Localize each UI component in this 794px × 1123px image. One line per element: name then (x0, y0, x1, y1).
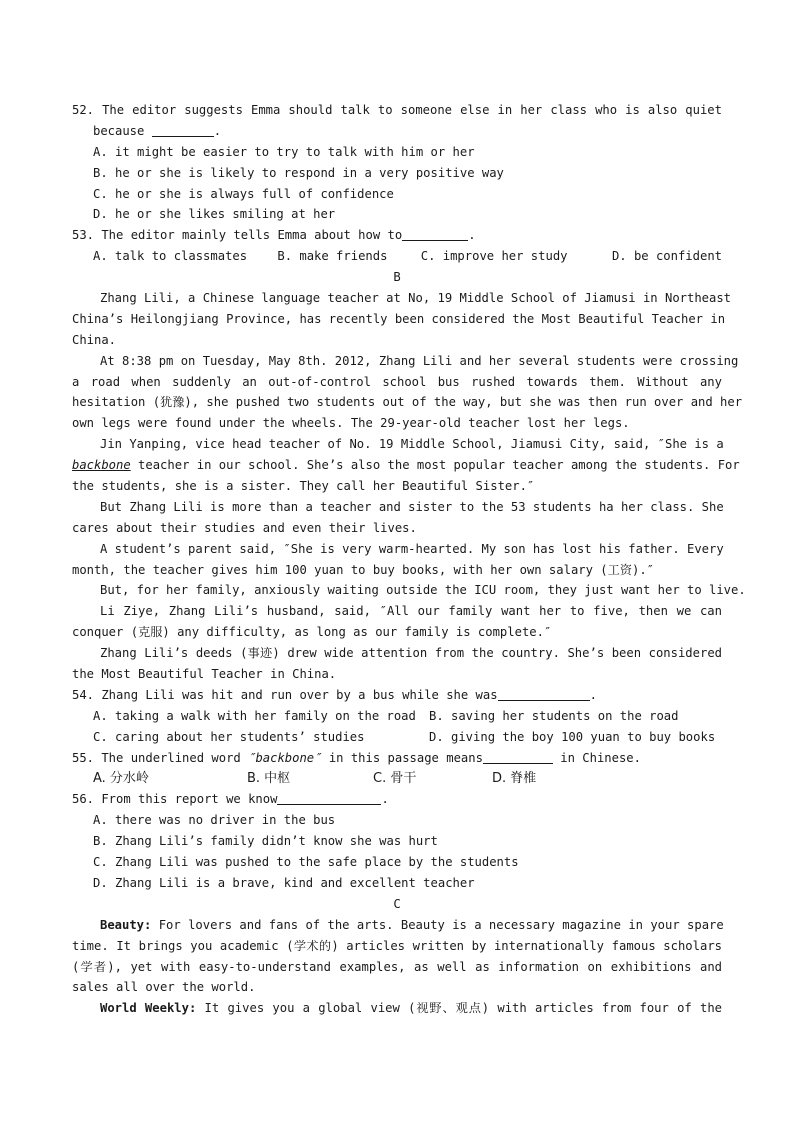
passage-b-p6-l1: But, for her family, anxiously waiting outside the ICU room, they just want her to live. (100, 583, 746, 598)
q55-stem-word: ″backbone″ (248, 750, 322, 765)
passage-b-p4-l1: But Zhang Lili is more than a teacher and sister to the 53 students ha her class. She (100, 499, 724, 514)
q53-option-c[interactable]: C. improve her study (420, 249, 568, 264)
passage-b-p5-l1: A student’s parent said, ″She is very warm-hearted. My son has lost his father. Every (100, 541, 724, 556)
q54-stem-end: . (589, 687, 597, 702)
beauty-label: Beauty: (100, 917, 152, 932)
q56-stem (72, 789, 722, 810)
q55-answer-blank[interactable] (483, 750, 553, 764)
q53-options (72, 246, 722, 267)
q52-option-d[interactable]: D. he or she likes smiling at her (93, 207, 336, 222)
q55-option-b[interactable]: B. 中枢 (247, 770, 291, 786)
passage-b-p1-l2: China’s Heilongjiang Province, has recently been considered the Most Beautiful Teacher in (72, 311, 726, 326)
q54-option-c[interactable]: C. caring about her students’ studies (93, 729, 365, 744)
q54-answer-blank[interactable] (498, 687, 590, 701)
passage-c-world-l1-text: It gives you a global view (视野、观点) with articles from four of the (204, 1001, 723, 1016)
q55-option-d[interactable]: D. 脊椎 (492, 770, 537, 786)
q55-stem-c: in Chinese. (560, 750, 641, 765)
section-b-heading: B (393, 270, 401, 285)
q56-stem-end: . (381, 792, 389, 807)
q55-options (72, 769, 722, 790)
q53-option-a[interactable]: A. talk to classmates (93, 249, 248, 264)
q53-stem (72, 225, 722, 246)
q53-option-b[interactable]: B. make friends (277, 249, 388, 264)
q53-answer-blank[interactable] (402, 227, 468, 241)
q55-stem (72, 748, 722, 769)
passage-c-beauty-l2: time. It brings you academic (学术的) articles written by internationally famous scholars (72, 938, 722, 953)
q52-stem-line2 (72, 121, 722, 142)
passage-b-p3-l1: Jin Yanping, vice head teacher of No. 19 Middle School, Jiamusi City, said, ″She is a (100, 437, 724, 452)
section-c-heading: C (393, 896, 401, 911)
q52-stem-line1: 52. The editor suggests Emma should talk to someone else in her class who is also quiet (72, 103, 722, 117)
passage-b-p2-l2: a road when suddenly an out-of-control school bus rushed towards them. Without any (72, 374, 722, 389)
q54-option-a[interactable]: A. taking a walk with her family on the road (93, 708, 416, 723)
passage-b-p8-l1: Zhang Lili’s deeds (事迹) drew wide attention from the country. She’s been considered (100, 646, 722, 661)
q53-stem-text: 53. The editor mainly tells Emma about how to (72, 228, 403, 243)
q55-stem-b: in this passage means (328, 750, 483, 765)
passage-b-p7-l2: conquer (克服) any difficulty, as long as our family is complete.″ (72, 625, 552, 640)
passage-b-p7-l1: Li Ziye, Zhang Lili’s husband, said, ″All our family want her to five, then we can (100, 604, 722, 619)
q54-stem-text: 54. Zhang Lili was hit and run over by a bus while she was (72, 687, 498, 702)
passage-c-beauty-l4: sales all over the world. (72, 980, 256, 995)
q55-option-c[interactable]: C. 骨干 (373, 770, 417, 786)
passage-b-p2-l1: At 8:38 pm on Tuesday, May 8th. 2012, Zhang Lili and her several students were crossing (100, 353, 739, 368)
q52-answer-blank[interactable] (152, 123, 214, 137)
passage-b-p1-l1: Zhang Lili, a Chinese language teacher at No, 19 Middle School of Jiamusi in Northeast (100, 291, 732, 306)
passage-b-p3-l2 (72, 455, 740, 476)
passage-b-p1-l3: China. (72, 332, 117, 347)
q56-option-a[interactable]: A. there was no driver in the bus (93, 813, 336, 828)
passage-c-world-l1 (72, 998, 722, 1019)
q52-option-c[interactable]: C. he or she is always full of confidence (93, 186, 394, 201)
world-weekly-label: World Weekly: (100, 1001, 197, 1016)
q56-stem-text: 56. From this report we know (72, 792, 278, 807)
q52-stem-end: . (213, 123, 222, 138)
passage-b-p2-l4: own legs were found under the wheels. The 29-year-old teacher lost her legs. (72, 416, 630, 431)
q52-stem-because: because (93, 123, 145, 138)
underlined-word-backbone: backbone (72, 458, 131, 473)
q52-option-a[interactable]: A. it might be easier to try to talk with him or her (93, 144, 475, 159)
passage-b-p4-l2: cares about their studies and even their lives. (72, 520, 417, 535)
q56-answer-blank[interactable] (277, 791, 381, 805)
q53-stem-end: . (468, 228, 476, 243)
q56-option-d[interactable]: D. Zhang Lili is a brave, kind and excellent teacher (93, 875, 475, 890)
q54-options-row1 (72, 706, 722, 727)
q54-option-d[interactable]: D. giving the boy 100 yuan to buy books (429, 729, 716, 744)
q56-option-b[interactable]: B. Zhang Lili’s family didn’t know she was hurt (93, 834, 438, 849)
q55-stem-a: 55. The underlined word (72, 750, 241, 765)
passage-b-p2-l3: hesitation (犹豫), she pushed two students out of the way, but she was then run over and her (72, 395, 743, 410)
q54-option-b[interactable]: B. saving her students on the road (429, 708, 679, 723)
passage-b-p3-l3: the students, she is a sister. They call her Beautiful Sister.″ (72, 479, 535, 494)
q54-options-row2 (72, 727, 722, 748)
passage-b-p5-l2: month, the teacher gives him 100 yuan to buy books, with her own salary (工资).″ (72, 562, 655, 577)
q54-stem (72, 685, 722, 706)
passage-c-beauty-l3: (学者), yet with easy-to-understand examples, as well as information on exhibitions and (72, 959, 722, 974)
passage-b-p8-l2: the Most Beautiful Teacher in China. (72, 667, 337, 682)
passage-c-beauty-l1 (72, 915, 722, 936)
passage-c-beauty-l1-text: For lovers and fans of the arts. Beauty is a necessary magazine in your spare (158, 917, 724, 932)
q53-option-d[interactable]: D. be confident (611, 249, 722, 264)
q55-option-a[interactable]: A. 分水岭 (93, 770, 149, 786)
q56-option-c[interactable]: C. Zhang Lili was pushed to the safe place by the students (93, 855, 519, 870)
q52-option-b[interactable]: B. he or she is likely to respond in a very positive way (93, 165, 504, 180)
exam-page (72, 100, 746, 1019)
passage-b-p3-l2-rest: teacher in our school. She’s also the most popular teacher among the students. For (138, 458, 740, 473)
